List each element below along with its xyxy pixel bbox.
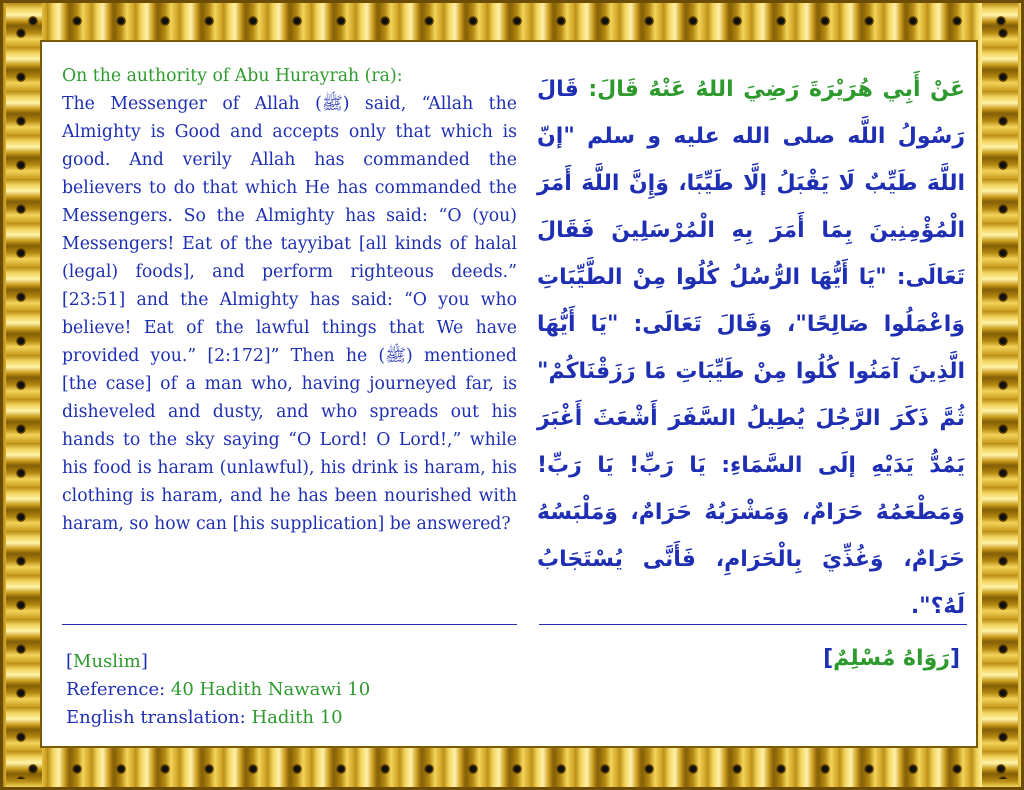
- frame-bolts-top: [11, 14, 1013, 28]
- arabic-text-block: [537, 66, 965, 630]
- source-line: [Muslim]: [66, 651, 148, 672]
- english-text-block: [62, 62, 517, 538]
- translation-line: [66, 704, 370, 732]
- english-body: The Messenger of Allah (ﷺ) said, “Allah the Almighty is Good and accepts only that which is good. And verily Allah has commanded the believers to do that which He has commanded the Messengers. So the Almighty has said: “O (you) Messengers! Eat of the tayyibat [all kinds of halal (legal) foods], and perform righteous deeds.” [23:51] and the Almighty has said: “O you who believe! Eat of the lawful things that We have provided you.” [2:172]” Then he (ﷺ) mentioned [the case] of a man who, having journeyed far, is disheveled and dusty, and who spreads out his hands to the sky saying “O Lord! O Lord!,” while his food is haram (unlawful), his drink is haram, his clothing is haram, and he has been nourished with haram, so how can [his supplication] be answered?: [62, 94, 517, 534]
- arabic-source: [رَوَاهُ مُسْلِمٌ]: [823, 646, 960, 671]
- reference-label: Reference: [66, 679, 160, 700]
- translation-label: English translation:: [66, 707, 246, 728]
- arabic-source-text: رَوَاهُ مُسْلِمٌ: [833, 646, 950, 671]
- frame-bolts-left: [14, 11, 28, 779]
- frame-bolts-bottom: [11, 762, 1013, 776]
- english-divider: [62, 624, 517, 625]
- reference-value: 40 Hadith Nawawi 10: [170, 679, 371, 700]
- english-intro: On the authority of Abu Hurayrah (ra):: [62, 66, 403, 86]
- translation-value: Hadith 10: [251, 707, 343, 728]
- arabic-divider: [539, 624, 967, 625]
- references-block: [66, 648, 370, 732]
- frame-bolts-right: [996, 11, 1010, 779]
- hadith-panel: [40, 40, 978, 748]
- arabic-intro: عَنْ أَبِي هُرَيْرَةَ رَضِيَ اللهُ عَنْهُ قَالَ:: [588, 77, 965, 102]
- arabic-body: قَالَ رَسُولُ اللَّه صلى الله عليه و سلم "إنّ اللَّهَ طَيِّبٌ لَا يَقْبَلُ إلَّا طَيِّبًا، وَإِنَّ اللَّهَ أَمَرَ الْمُؤْمِنِينَ بِمَا أَمَرَ بِهِ الْمُرْسَلِينَ فَقَالَ تَعَالَى: "يَا أَيُّهَا الرُّسُلُ كُلُوا مِنْ الطَّيِّبَاتِ وَاعْمَلُوا صَالِحًا"، وَقَالَ تَعَالَى: "يَا أَيُّهَا الَّذِينَ آمَنُوا كُلُوا مِنْ طَيِّبَاتِ مَا رَزَقْنَاكُمْ" ثُمَّ ذَكَرَ الرَّجُلَ يُطِيلُ السَّفَرَ أَشْعَثَ أَغْبَرَ يَمُدُّ يَدَيْهِ إلَى السَّمَاءِ: يَا رَبِّ! يَا رَبِّ! وَمَطْعَمُهُ حَرَامٌ، وَمَشْرَبُهُ حَرَامٌ، وَمَلْبَسُهُ حَرَامٌ، وَغُذِّيَ بِالْحَرَامِ، فَأَنَّى يُسْتَجَابُ لَهُ؟".: [537, 77, 965, 619]
- reference-line: Reference: 40 Hadith Nawawi 10: [66, 679, 371, 700]
- source-name: Muslim: [73, 651, 141, 672]
